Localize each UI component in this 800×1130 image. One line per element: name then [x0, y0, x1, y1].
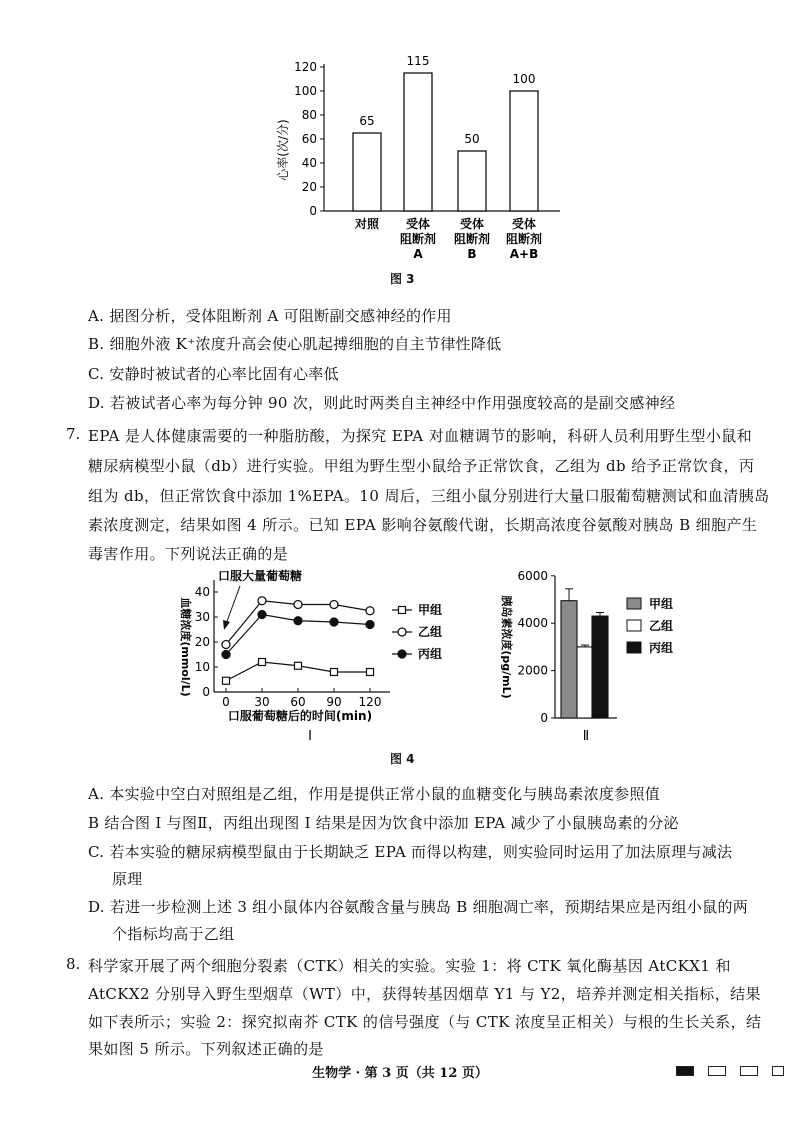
fig4-1-point: [222, 651, 230, 659]
fig3-bar: [458, 151, 486, 211]
q7-line-2: 糖尿病模型小鼠（db）进行实验。甲组为野生型小鼠给予正常饮食，乙组为 db 给予正常饮食，丙: [88, 457, 755, 475]
q7-option-c: C. 若本实验的糖尿病模型鼠由于长期缺乏 EPA 而得以构建，则实验同时运用了加法原理与减法: [88, 843, 733, 861]
fig4-1-annotation-arrowhead: [223, 620, 230, 630]
q6-option-c: C. 安静时被试者的心率比固有心率低: [88, 365, 339, 383]
fig4-2-ytick-label: 4000: [517, 616, 548, 631]
fig4-1-xlabel: 口服葡萄糖后的时间(min): [227, 709, 373, 723]
fig4-2-bar: [577, 647, 593, 718]
fig4-1-legend-label: 乙组: [418, 625, 443, 639]
fig4-1-legend-label: 丙组: [418, 647, 443, 661]
fig4-1-xtick-label: 30: [254, 695, 270, 709]
fig3-bar: [510, 91, 538, 211]
q7-option-d-cont: 个指标均高于乙组: [112, 925, 235, 943]
fig4-2-legend-swatch: [627, 598, 641, 609]
fig4-1-point: [222, 641, 230, 649]
fig3-category-label: 阻断剂: [399, 232, 437, 246]
fig4-2-legend-swatch: [627, 620, 641, 631]
fig4-1-point: [258, 597, 266, 605]
q7-option-c-cont: 原理: [112, 870, 143, 888]
fig4-1-ytick-label: 0: [202, 685, 210, 699]
fig3-category-label: 受体: [405, 217, 431, 231]
fig3-bar: [353, 133, 381, 211]
fig4-1-panel-label: I: [308, 729, 312, 744]
fig3-category-label: 对照: [354, 217, 380, 231]
fig3-category-label: 受体: [459, 217, 485, 231]
q7-line-4: 素浓度测定，结果如图 4 所示。已知 EPA 影响谷氨酸代谢，长期高浓度谷氨酸对胰岛 B 细胞产生: [88, 516, 758, 534]
fig4-1-ytick-label: 40: [194, 585, 210, 599]
fig4-2-legend-label: 丙组: [649, 641, 674, 655]
q7-option-a: A. 本实验中空白对照组是乙组，作用是提供正常小鼠的血糖变化与胰岛素浓度参照值: [88, 785, 661, 803]
fig3-value-label: 65: [359, 114, 375, 128]
fig4-1-point: [331, 669, 338, 676]
figure-4-caption: 图 4: [390, 752, 415, 766]
fig4-1-xtick-label: 90: [326, 695, 342, 709]
fig3-ytick-label: 20: [301, 180, 317, 194]
q7-line-3: 组为 db，但正常饮食中添加 1%EPA。10 周后，三组小鼠分别进行大量口服葡萄糖测试和血清胰岛: [88, 487, 770, 505]
fig3-value-label: 100: [512, 72, 536, 86]
figure-3-caption: 图 3: [390, 272, 415, 286]
fig3-ytick-label: 100: [294, 84, 317, 98]
fig3-bar: [404, 73, 432, 211]
fig4-1-point: [294, 601, 302, 609]
fig4-1-xtick-label: 120: [358, 695, 382, 709]
fig4-1-xtick-label: 0: [222, 695, 230, 709]
q6-option-d: D. 若被试者心率为每分钟 90 次，则此时两类自主神经中作用强度较高的是副交感神经: [88, 394, 676, 412]
fig4-1-point: [366, 621, 374, 629]
q8-number: 8.: [66, 955, 81, 973]
page-marker-filled: [676, 1066, 694, 1076]
fig4-1-point: [330, 601, 338, 609]
fig3-value-label: 115: [406, 54, 430, 68]
fig4-1-point: [366, 607, 374, 615]
fig4-2-ytick-label: 0: [540, 711, 548, 725]
fig3-value-label: 50: [464, 132, 480, 146]
figure-4-chart-2: [495, 562, 715, 744]
fig4-2-ytick-label: 2000: [517, 663, 548, 678]
fig4-1-point: [294, 617, 302, 625]
fig3-category-label: 阻断剂: [505, 232, 543, 246]
fig4-2-bar: [592, 616, 608, 718]
q7-option-d: D. 若进一步检测上述 3 组小鼠体内谷氨酸含量与胰岛 B 细胞凋亡率，预期结果应是丙组小鼠的两: [88, 898, 749, 916]
fig4-1-legend-marker: [399, 607, 406, 614]
fig4-2-legend-label: 甲组: [649, 597, 674, 611]
fig4-1-xtick-label: 60: [290, 695, 306, 709]
fig3-ytick-label: 40: [301, 156, 317, 170]
fig3-category-label: A: [413, 247, 423, 261]
fig3-category-label: 受体: [511, 217, 537, 231]
fig3-ytick-label: 0: [309, 204, 317, 218]
fig4-1-ylabel: 血糖浓度(mmol/L): [179, 597, 192, 697]
fig4-1-annotation: 口服大量葡萄糖: [218, 569, 303, 583]
q8-line-4: 果如图 5 所示。下列叙述正确的是: [88, 1040, 324, 1058]
q6-option-a: A. 据图分析，受体阻断剂 A 可阻断副交感神经的作用: [88, 307, 452, 325]
fig3-category-label: A+B: [509, 247, 539, 261]
q7-option-b: B 结合图 I 与图Ⅱ，丙组出现图 I 结果是因为饮食中添加 EPA 减少了小鼠胰岛素的分泌: [88, 814, 679, 832]
fig4-1-point: [258, 611, 266, 619]
fig4-1-legend-label: 甲组: [418, 603, 443, 617]
fig3-category-label: B: [467, 247, 477, 261]
fig4-2-ytick-label: 6000: [517, 568, 548, 583]
page-marker-3: [772, 1066, 784, 1076]
figure-4-chart-1: [170, 562, 470, 744]
q8-line-1: 科学家开展了两个细胞分裂素（CTK）相关的实验。实验 1：将 CTK 氧化酶基因 AtCKX1 和: [88, 957, 731, 975]
fig4-1-legend-marker: [398, 650, 406, 658]
fig4-1-annotation-arrow: [226, 586, 240, 624]
q7-line-1: EPA 是人体健康需要的一种脂肪酸，为探究 EPA 对血糖调节的影响，科研人员利用野生型小鼠和: [88, 427, 753, 445]
q7-number: 7.: [66, 425, 81, 443]
fig4-2-bar: [561, 601, 577, 718]
page-marker-1: [708, 1066, 726, 1076]
fig4-1-point: [330, 618, 338, 626]
fig3-category-label: 阻断剂: [453, 232, 491, 246]
fig3-ytick-label: 60: [301, 132, 317, 146]
fig4-1-legend-marker: [398, 628, 406, 636]
page-marker-2: [740, 1066, 758, 1076]
q8-line-2: AtCKX2 分别导入野生型烟草（WT）中，获得转基因烟草 Y1 与 Y2，培养并测定相关指标，结果: [88, 985, 761, 1003]
page-footer: 生物学 · 第 3 页（共 12 页）: [312, 1066, 488, 1081]
fig4-1-point: [295, 662, 302, 669]
fig4-1-point: [259, 659, 266, 666]
fig4-1-point: [367, 669, 374, 676]
fig4-2-legend-swatch: [627, 642, 641, 653]
fig4-2-legend-label: 乙组: [649, 619, 674, 633]
fig3-ytick-label: 120: [294, 60, 317, 74]
fig4-1-ytick-label: 30: [194, 610, 210, 624]
fig4-2-panel-label: Ⅱ: [582, 729, 590, 744]
q6-option-b: B. 细胞外液 K⁺浓度升高会使心肌起搏细胞的自主节律性降低: [88, 335, 502, 353]
fig4-2-ylabel: 胰岛素浓度(pg/mL): [500, 595, 513, 699]
figure-3-chart: [270, 50, 570, 280]
fig4-1-ytick-label: 20: [194, 635, 210, 649]
fig3-ylabel: 心率(次/分): [276, 119, 290, 181]
q7-line-5: 毒害作用。下列说法正确的是: [88, 545, 289, 563]
fig4-1-ytick-label: 10: [194, 660, 210, 674]
fig4-1-point: [223, 677, 230, 684]
q8-line-3: 如下表所示；实验 2：探究拟南芥 CTK 的信号强度（与 CTK 浓度呈正相关）与根的生长关系，结: [88, 1013, 762, 1031]
fig3-ytick-label: 80: [301, 108, 317, 122]
